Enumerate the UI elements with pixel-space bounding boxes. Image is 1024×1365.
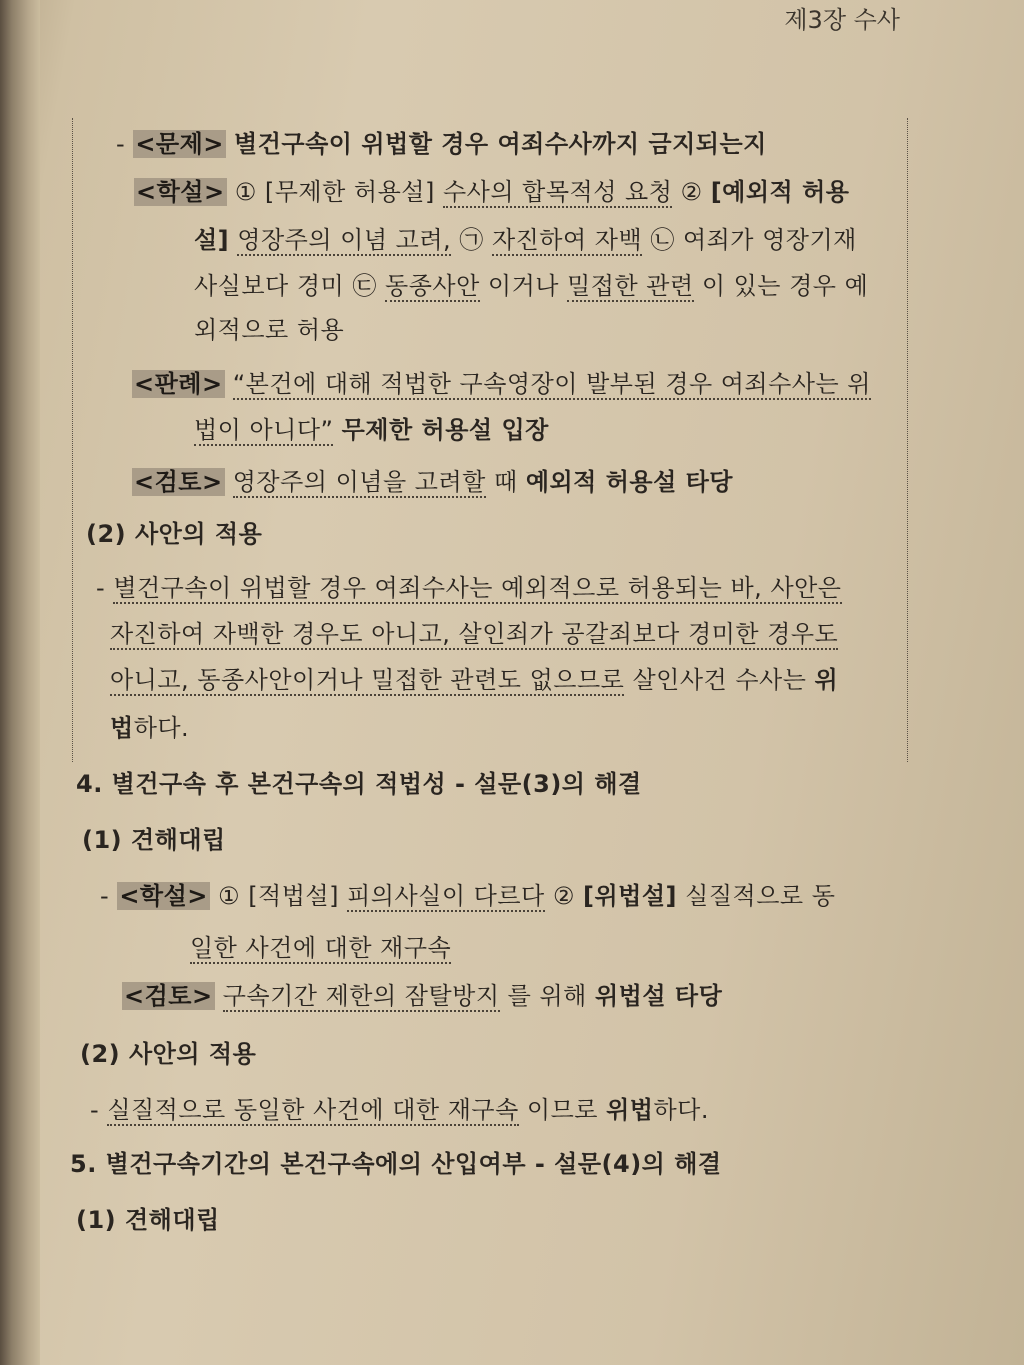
rb-c: 위법설 타당 <box>594 982 723 1010</box>
app2-a: 자진하여 자백한 경우도 아니고, 살인죄가 공갈죄보다 경미한 경우도 <box>110 620 839 648</box>
sec5-a: 5. 별건구속기간의 본건구속에의 산입여부 - 설문(4)의 해결 <box>70 1150 722 1178</box>
case-line-1 <box>132 364 871 399</box>
review-line-1 <box>132 462 733 497</box>
chapter-header: 제3장 수사 <box>784 6 900 34</box>
sec4-a: 4. 별건구속 후 본건구속의 적법성 - 설문(3)의 해결 <box>76 770 642 798</box>
review-c: 예외적 허용설 타당 <box>525 468 733 496</box>
op2-a: (1) 견해대립 <box>76 1206 220 1234</box>
theory-line-3 <box>194 266 868 301</box>
subheading-application-1 <box>86 514 262 549</box>
app4-b: 하다. <box>133 714 190 742</box>
rb-a: 구속기간 제한의 잠탈방지 <box>222 982 500 1010</box>
problem-tag: <문제> <box>135 130 224 158</box>
theory-line-b1 <box>100 876 835 911</box>
review-a: 영장주의 이념을 고려할 <box>232 468 486 496</box>
theory2-d: 자진하여 자백 <box>491 226 643 254</box>
application-line-3 <box>110 660 838 695</box>
tb-c: ② <box>552 882 575 910</box>
ab-c: 위법 <box>606 1096 654 1124</box>
case-line-2 <box>194 410 549 445</box>
problem-line <box>116 124 767 159</box>
review-b: 때 <box>493 468 518 496</box>
theory-a: ① [무제한 허용설] <box>234 178 435 206</box>
review-line-b <box>122 976 722 1011</box>
op1-a: (1) 견해대립 <box>82 826 226 854</box>
theory3-a: 사실보다 경미 ㉢ <box>194 272 377 300</box>
theory2-b: 영장주의 이념 고려, <box>237 226 452 254</box>
theory-line-4 <box>194 310 344 345</box>
application-b-line <box>90 1090 709 1125</box>
ab-a: 실질적으로 동일한 사건에 대한 재구속 <box>107 1096 519 1124</box>
tb-e: 실질적으로 동 <box>685 882 836 910</box>
app4-a: 법 <box>110 714 134 742</box>
dash: - <box>90 1096 100 1124</box>
theory-tag: <학설> <box>136 178 225 206</box>
theory2-e: ㉡ 여죄가 영장기재 <box>650 226 857 254</box>
tb-b: 피의사실이 다르다 <box>347 882 545 910</box>
app3-a: 아니고, 동종사안이거나 밀접한 관련도 없으므로 <box>110 666 625 694</box>
opinions-heading-1 <box>82 820 226 855</box>
app3-b: 살인사건 수사는 <box>632 666 807 694</box>
dash: - <box>100 882 110 910</box>
theory3-d: 밀접한 관련 <box>567 272 694 300</box>
dash: - <box>96 574 106 602</box>
theory-d: [예외적 허용 <box>710 178 850 206</box>
case-tag: <판례> <box>134 370 223 398</box>
app-a: 별건구속이 위법할 경우 여죄수사는 예외적으로 허용되는 바, 사안은 <box>113 574 842 602</box>
opinions-heading-2 <box>76 1200 220 1235</box>
application-line-1 <box>96 568 842 603</box>
review-b-tag: <검토> <box>124 982 213 1010</box>
case-a: “본건에 대해 적법한 구속영장이 발부된 경우 여죄수사는 위 <box>232 370 871 398</box>
theory-line-2 <box>194 220 857 255</box>
theory-b: 수사의 합목적성 요청 <box>442 178 673 206</box>
app3-c: 위 <box>814 666 839 694</box>
subheading-application-2 <box>80 1034 256 1069</box>
theory4-a: 외적으로 허용 <box>194 316 345 344</box>
ab-b: 이므로 <box>526 1096 598 1124</box>
theory2-a: 설] <box>194 226 230 254</box>
ab-d: 하다. <box>653 1096 709 1124</box>
theory3-b: 동종사안 <box>385 272 480 300</box>
section-4-heading <box>76 764 642 799</box>
theory3-e: 이 있는 경우 예 <box>701 272 869 300</box>
case2-b: 무제한 허용설 입장 <box>341 416 549 444</box>
dash: - <box>116 130 126 158</box>
application-line-2 <box>110 614 838 649</box>
theory-b-tag: <학설> <box>119 882 208 910</box>
sub2-a: (2) 사안의 적용 <box>80 1040 257 1068</box>
tb2-a: 일한 사건에 대한 재구속 <box>190 934 452 962</box>
tb-d: [위법설] <box>583 882 678 910</box>
review-tag: <검토> <box>134 468 223 496</box>
theory2-c: ㉠ <box>459 226 484 254</box>
theory-line-b2 <box>190 928 451 963</box>
theory3-c: 이거나 <box>487 272 559 300</box>
book-spine <box>0 0 40 1365</box>
theory-c: ② <box>680 178 703 206</box>
sub-a: (2) 사안의 적용 <box>86 520 263 548</box>
case2-a: 법이 아니다” <box>194 416 334 444</box>
problem-text: 별건구속이 위법할 경우 여죄수사까지 금지되는지 <box>234 130 767 158</box>
section-5-heading <box>70 1144 722 1179</box>
application-line-4 <box>110 708 189 743</box>
tb-a: ① [적법설] <box>218 882 339 910</box>
theory-line-1 <box>134 172 849 207</box>
rb-b: 를 위해 <box>507 982 587 1010</box>
